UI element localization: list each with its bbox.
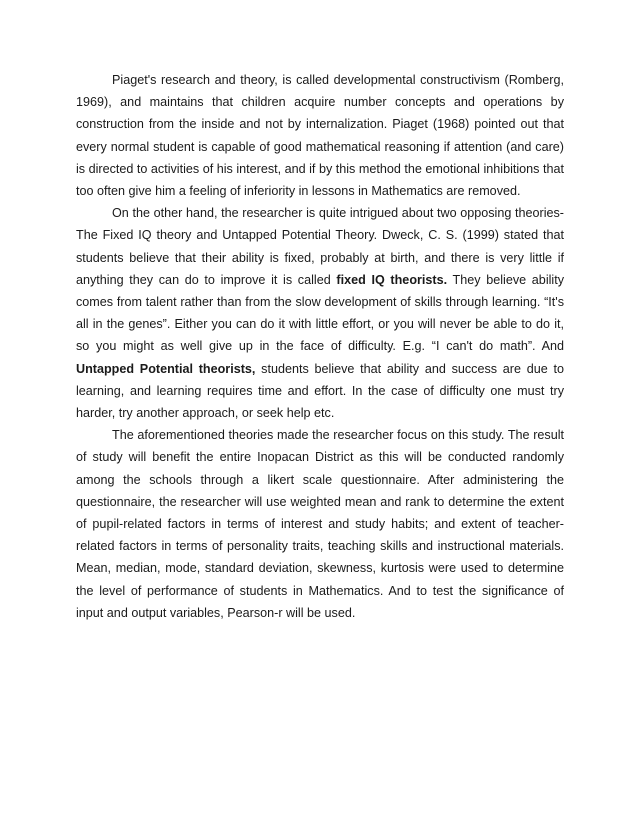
paragraph-piaget [76, 69, 564, 202]
body-text [76, 69, 564, 624]
paragraph-text: students believe that ability and success are due to learning, and learning requires time and effort. In the case of difficulty one must try harder, try another approach, or seek help etc. [76, 361, 564, 421]
term-fixed-iq-theorists: fixed IQ theorists. [336, 272, 448, 287]
paragraph-study-focus [76, 424, 564, 624]
paragraph-text: The aforementioned theories made the researcher focus on this study. The result of study will benefit the entire Inopacan District as this will be conducted randomly among the schools through a likert scale questionnaire. After administering the questionnaire, the researcher will use weighted mean and rank to determine the extent of pupil-related factors in terms of interest and study habits; and extent of teacher-related factors in terms of personality traits, teaching skills and instructional materials. Mean, median, mode, standard deviation, skewness, kurtosis were used to determine the level of performance of students in Mathematics. And to test the significance of input and output variables, Pearson-r will be used. [76, 428, 564, 620]
paragraph-text: Piaget's research and theory, is called developmental constructivism (Romberg, 1969), and maintains that children acquire number concepts and operations by construction from the inside and not by internalization. Piaget (1968) pointed out that every normal student is capable of good mathematical reasoning if attention (and care) is directed to activities of his interest, and if by this method the emotional inhibitions that too often give him a feeling of inferiority in lessons in Mathematics are removed. [76, 73, 564, 199]
paragraph-text: On the other hand, the researcher is quite intrigued about two opposing theories-The Fixed IQ theory and Untapped Potential Theory. Dweck, C. S. (1999) stated that students believe that their ability is fixed, probably at birth, and there is very little if anything they can do to improve it is called [76, 206, 564, 287]
term-untapped-potential-theorists: Untapped Potential theorists, [76, 361, 256, 376]
paragraph-text: They believe ability comes from talent rather than from the slow development of skills through learning. “It's all in the genes”. Either you can do it with little effort, or you will never be able to do it, so you might as well give up in the face of difficulty. E.g. “I can't do math”. And [76, 272, 565, 354]
paragraph-opposing-theories [76, 202, 564, 424]
